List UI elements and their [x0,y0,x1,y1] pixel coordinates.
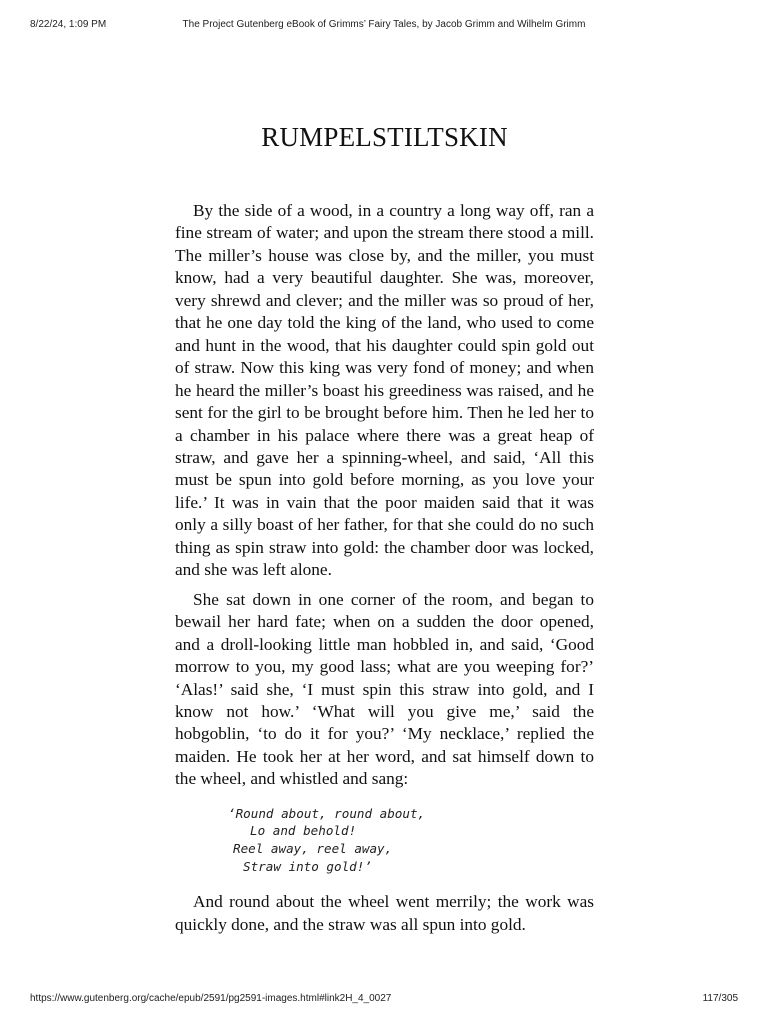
print-footer [0,993,768,1007]
poem-line: Reel away, reel away, [233,840,393,856]
poem-line: ‘Round about, round about, [228,805,426,821]
poem-line: Lo and behold! [250,823,357,839]
paragraph: She sat down in one corner of the room, and began to bewail her hard fate; when on a sudden the door opened, and a droll-looking little man hobbled in, and said, ‘Good morrow to you, my good lass; what are you weeping for?’ ‘Alas!’ said she, ‘I must spin this straw into gold, and I know not how.’ ‘What will you give me,’ said the hobgoblin, ‘to do it for you?’ ‘My necklace,’ replied the maiden. He took her at her word, and sat himself down to the wheel, and whistled and sang: [175,589,594,789]
print-datetime: 8/22/24, 1:09 PM [30,19,107,30]
page-counter: 117/305 [702,993,738,1004]
poem-line: Straw into gold!’ [243,858,372,874]
poem [228,805,594,875]
print-header [0,19,768,33]
document-title: The Project Gutenberg eBook of Grimms’ Fairy Tales, by Jacob Grimm and Wilhelm Grimm [182,19,586,30]
chapter-title: RUMPELSTILTSKIN [261,122,508,152]
page-url-link[interactable]: https://www.gutenberg.org/cache/epub/2591/pg2591-images.html#link2H_4_0027 [30,993,392,1004]
paragraph: By the side of a wood, in a country a long way off, ran a fine stream of water; and upon the stream there stood a mill. The miller’s house was close by, and the miller, you must know, had a very beautiful daughter. She was, moreover, very shrewd and clever; and the miller was so proud of her, that he one day told the king of the land, who used to come and hunt in the wood, that his daughter could spin gold out of straw. Now this king was very fond of money; and when he heard the miller’s boast his greediness was raised, and he sent for the girl to be brought before him. Then he led her to a chamber in his palace where there was a great heap of straw, and gave her a spinning-wheel, and said, ‘All this must be spun into gold before morning, as you love your life.’ It was in vain that the poor maiden said that it was only a silly boast of her father, for that she could do no such thing as spin straw into gold: the chamber door was locked, and she was left alone. [175,201,594,580]
paragraph: And round about the wheel went merrily; the work was quickly done, and the straw was all spun into gold. [175,892,594,934]
page-content [175,117,594,943]
